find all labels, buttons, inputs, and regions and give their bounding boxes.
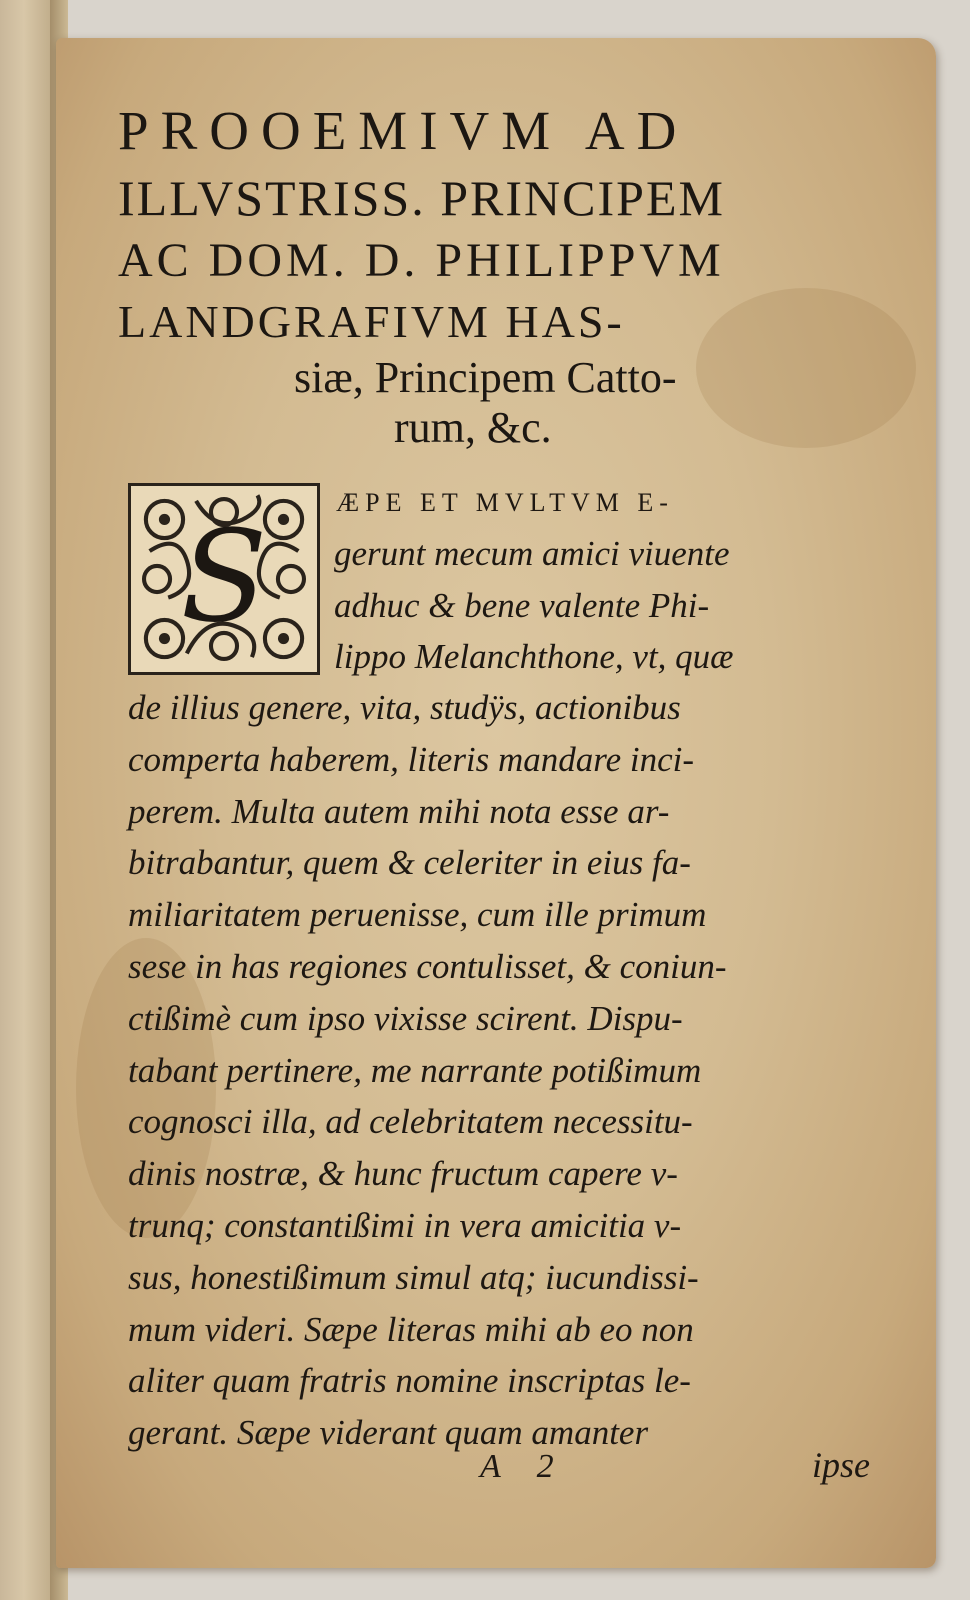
text-line: miliaritatem peruenisse, cum ille primum <box>128 895 707 935</box>
book-page <box>56 38 936 1568</box>
indented-text-block <box>334 528 894 683</box>
ornament-initial-icon <box>131 486 317 672</box>
title-line-6: rum, &c. <box>394 403 552 452</box>
text-line: ctißimè cum ipso vixisse scirent. Dispu- <box>128 998 683 1038</box>
title-line-3: AC DOM. D. PHILIPPVM <box>118 234 725 287</box>
text-line: adhuc & bene valente Phi- <box>334 585 710 625</box>
text-line: tabant pertinere, me narrante potißimum <box>128 1050 702 1090</box>
title-line-2: ILLVSTRISS. PRINCIPEM <box>118 170 725 226</box>
title-line-4: LANDGRAFIVM HAS- <box>118 296 625 347</box>
signature-mark: A 2 <box>480 1448 568 1485</box>
text-line: mum videri. Sæpe literas mihi ab eo non <box>128 1309 694 1349</box>
catchword: ipse <box>812 1445 870 1485</box>
text-line: sus, honestißimum simul atq; iucundissi- <box>128 1257 699 1297</box>
text-line: gerant. Sæpe viderant quam amanter <box>128 1413 649 1453</box>
text-line: aliter quam fratris nomine inscriptas le- <box>128 1361 691 1401</box>
text-line: sese in has regiones contulisset, & coniun- <box>128 946 727 986</box>
body-text-block <box>128 682 918 1459</box>
text-line: gerunt mecum amici viuente <box>334 534 730 573</box>
svg-text:S: S <box>180 502 268 650</box>
text-line: trunq; constantißimi in vera amicitia v- <box>128 1205 682 1245</box>
page-title <box>118 96 918 452</box>
text-line: cognosci illa, ad celebritatem necessitu- <box>128 1102 693 1142</box>
title-line-1: PROOEMIVM AD <box>118 100 689 161</box>
text-line: dinis nostræ, & hunc fructum capere v- <box>128 1154 678 1194</box>
title-line-5: siæ, Principem Catto- <box>294 353 677 402</box>
first-line-caps: ÆPE ET MVLTVM E- <box>336 488 674 517</box>
text-line: lippo Melanchthone, vt, quæ <box>334 637 734 676</box>
decorated-initial-s <box>128 483 320 675</box>
text-line: bitrabantur, quem & celeriter in eius fa- <box>128 843 691 883</box>
text-line: de illius genere, vita, studÿs, actionibus <box>128 688 681 727</box>
text-line: perem. Multa autem mihi nota esse ar- <box>128 791 670 831</box>
text-line: comperta haberem, literis mandare inci- <box>128 739 695 779</box>
